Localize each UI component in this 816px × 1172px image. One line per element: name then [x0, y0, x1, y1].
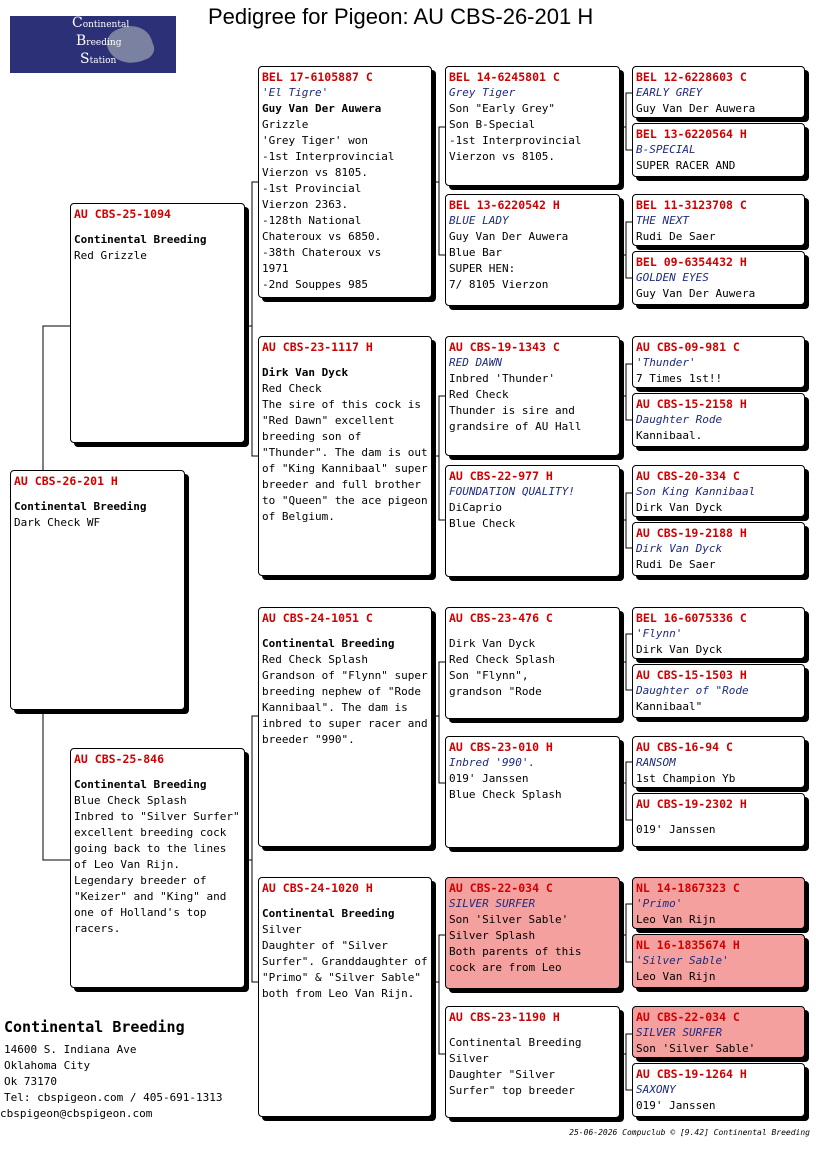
pedigree-card-subject[interactable]: AU CBS-26-201 H Continental Breeding Dark Check WF [10, 470, 185, 710]
pedigree-card-dam[interactable]: AU CBS-25-846 Continental Breeding Blue Check Splash Inbred to "Silver Surfer" excellent breeding cock going back to the lines of Leo Van Rijn. Legendary breeder of "Keizer" and "King" and one of Holland's top racers. [70, 748, 245, 988]
pedigree-card-ggp-6[interactable]: AU CBS-23-010 H Inbred '990'. 019' Janssen Blue Check Splash [445, 736, 620, 848]
pedigree-card-ggp-3[interactable]: AU CBS-19-1343 C RED DAWN Inbred 'Thunder' Red Check Thunder is sire and grandsire of AU Hall [445, 336, 620, 456]
pedigree-card-gggp-15[interactable]: AU CBS-22-034 C SILVER SURFER Son 'Silver Sable' [632, 1006, 805, 1058]
pedigree-card-gggp-5[interactable]: AU CBS-09-981 C 'Thunder' 7 Times 1st!! [632, 336, 805, 388]
pedigree-card-ggp-8[interactable]: AU CBS-23-1190 H Continental Breeding Silver Daughter "Silver Surfer" top breeder [445, 1006, 620, 1118]
pedigree-card-gggp-11[interactable]: AU CBS-16-94 C RANSOM 1st Champion Yb [632, 736, 805, 788]
pedigree-card-dam-dam[interactable]: AU CBS-24-1020 H Continental Breeding Silver Daughter of "Silver Surfer". Granddaughter of "Primo" & "Silver Sable" both from Leo Van Rijn. [258, 877, 432, 1117]
pedigree-card-gggp-8[interactable]: AU CBS-19-2188 H Dirk Van Dyck Rudi De Saer [632, 522, 805, 576]
pedigree-card-gggp-9[interactable]: BEL 16-6075336 C 'Flynn' Dirk Van Dyck [632, 607, 805, 659]
breeder-email: cbspigeon@cbspigeon.com [0, 1107, 153, 1120]
pedigree-card-gggp-6[interactable]: AU CBS-15-2158 H Daughter Rode Kannibaal. [632, 393, 805, 447]
pedigree-card-gggp-2[interactable]: BEL 13-6220564 H B-SPECIAL SUPER RACER AND [632, 123, 805, 177]
pedigree-card-sire-dam[interactable]: AU CBS-23-1117 H Dirk Van Dyck Red Check The sire of this cock is "Red Dawn" excellent breeding son of "Thunder". The dam is out of "King Kannibaal" super breeder and full brother to "Queen" the ace pigeon of Belgium. [258, 336, 432, 576]
pedigree-card-dam-sire[interactable]: AU CBS-24-1051 C Continental Breeding Red Check Splash Grandson of "Flynn" super breeding nephew of "Rode Kannibaal". The dam is inbred to super racer and breeder "990". [258, 607, 432, 847]
pedigree-card-gggp-12[interactable]: AU CBS-19-2302 H 019' Janssen [632, 793, 805, 847]
page-title: Pedigree for Pigeon: AU CBS-26-201 H [208, 4, 594, 29]
pedigree-card-sire-sire[interactable]: BEL 17-6105887 C 'El Tigre' Guy Van Der Auwera Grizzle 'Grey Tiger' won -1st Interprovincial Vierzon vs 8105. -1st Provincial Vierzon 2363. -128th National Chateroux vs 6850. -38th Chateroux vs 1971 -2nd Souppes 985 [258, 66, 432, 298]
pedigree-card-gggp-7[interactable]: AU CBS-20-334 C Son King Kannibaal Dirk Van Dyck [632, 465, 805, 517]
breeder-state: Ok 73170 [4, 1075, 57, 1088]
pedigree-card-gggp-4[interactable]: BEL 09-6354432 H GOLDEN EYES Guy Van Der Auwera [632, 251, 805, 305]
breeder-info [0, 1018, 223, 1122]
pedigree-card-ggp-4[interactable]: AU CBS-22-977 H FOUNDATION QUALITY! DiCaprio Blue Check [445, 465, 620, 577]
pedigree-card-ggp-5[interactable]: AU CBS-23-476 C Dirk Van Dyck Red Check Splash Son "Flynn", grandson "Rode [445, 607, 620, 719]
pedigree-card-gggp-3[interactable]: BEL 11-3123708 C THE NEXT Rudi De Saer [632, 194, 805, 246]
breeder-name: Continental Breeding [4, 1018, 185, 1036]
breeder-tel: Tel: cbspigeon.com / 405-691-1313 [4, 1091, 223, 1104]
logo: Continental Breeding Station [10, 16, 176, 73]
footer-credit: 25-06-2026 Compuclub © [9.42] Continental Breeding [569, 1128, 810, 1137]
pedigree-card-gggp-13[interactable]: NL 14-1867323 C 'Primo' Leo Van Rijn [632, 877, 805, 929]
pedigree-card-gggp-1[interactable]: BEL 12-6228603 C EARLY GREY Guy Van Der Auwera [632, 66, 805, 118]
pedigree-card-gggp-16[interactable]: AU CBS-19-1264 H SAXONY 019' Janssen [632, 1063, 805, 1117]
breeder-city: Oklahoma City [4, 1059, 91, 1072]
pedigree-card-ggp-7[interactable]: AU CBS-22-034 C SILVER SURFER Son 'Silver Sable' Silver Splash Both parents of this cock are from Leo [445, 877, 620, 989]
pedigree-card-ggp-2[interactable]: BEL 13-6220542 H BLUE LADY Guy Van Der Auwera Blue Bar SUPER HEN: 7/ 8105 Vierzon [445, 194, 620, 306]
pedigree-card-ggp-1[interactable]: BEL 14-6245801 C Grey Tiger Son "Early Grey" Son B-Special -1st Interprovincial Vierzon vs 8105. [445, 66, 620, 186]
pedigree-card-gggp-14[interactable]: NL 16-1835674 H 'Silver Sable' Leo Van Rijn [632, 934, 805, 988]
pedigree-card-sire[interactable]: AU CBS-25-1094 Continental Breeding Red Grizzle [70, 203, 245, 443]
breeder-address: 14600 S. Indiana Ave [4, 1043, 137, 1056]
pedigree-card-gggp-10[interactable]: AU CBS-15-1503 H Daughter of "Rode Kannibaal" [632, 664, 805, 718]
